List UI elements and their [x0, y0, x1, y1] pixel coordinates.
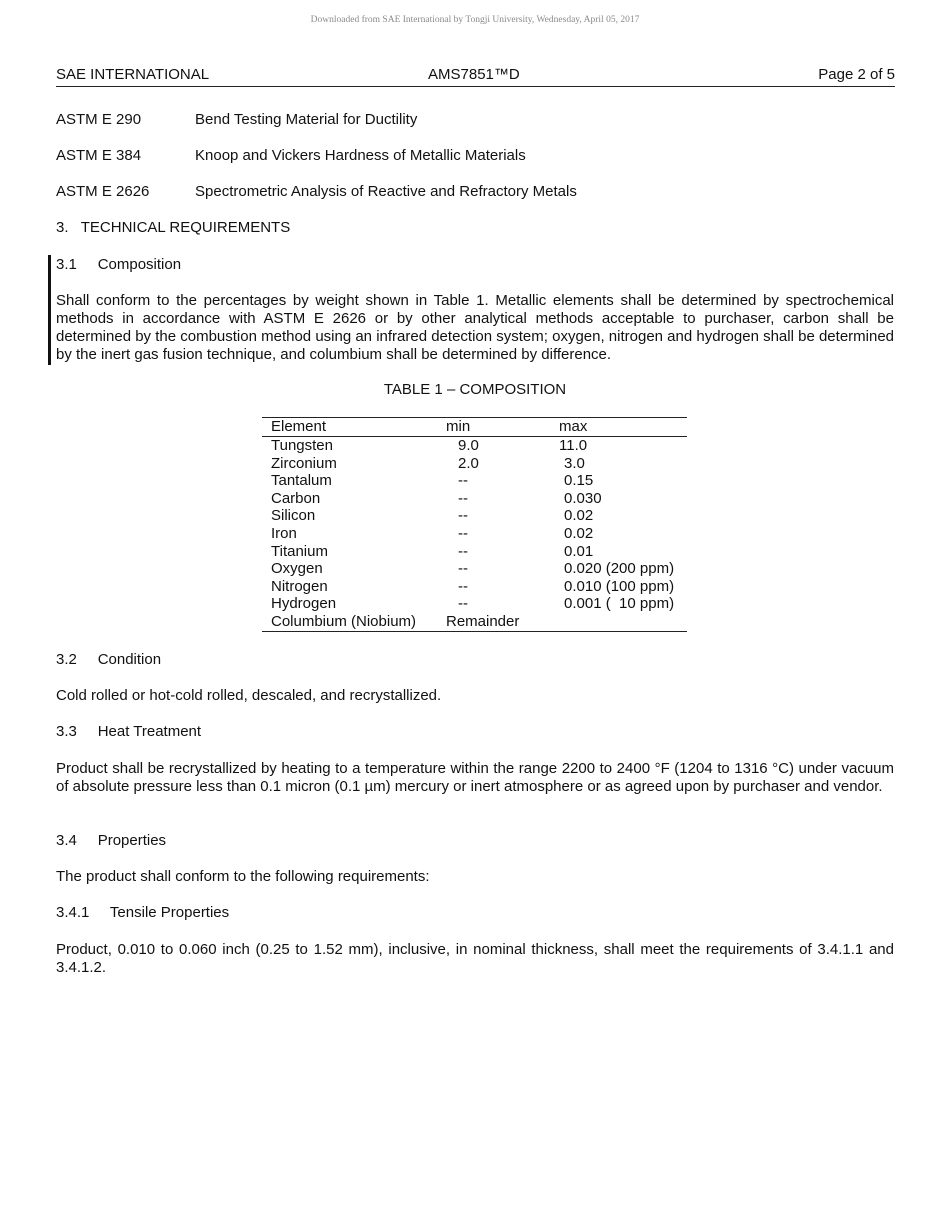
revision-change-bar [48, 255, 51, 365]
max-cell: 0.02 [564, 507, 594, 525]
min-cell: -- [458, 524, 468, 542]
header-page-number: Page 2 of 5 [818, 66, 895, 83]
section-3-4-heading: 3.4 Properties [56, 832, 167, 849]
table-row [262, 560, 687, 578]
section-3-heading: 3. TECHNICAL REQUIREMENTS [56, 219, 291, 236]
min-cell: -- [458, 507, 468, 525]
section-3-3-heading: 3.3 Heat Treatment [56, 723, 202, 740]
table-row [262, 613, 687, 631]
table-row [262, 455, 687, 473]
min-cell: -- [458, 577, 468, 595]
element-cell: Oxygen [271, 560, 323, 578]
table-row [262, 578, 687, 596]
section-3-2-heading: 3.2 Condition [56, 651, 162, 668]
element-cell: Titanium [271, 542, 328, 560]
table-row [262, 437, 687, 455]
table-row [262, 490, 687, 508]
min-cell: Remainder [446, 612, 520, 630]
composition-table [262, 417, 687, 632]
reference-title: Bend Testing Material for Ductility [195, 111, 418, 128]
reference-code: ASTM E 384 [56, 147, 142, 164]
min-cell: 9.0 [458, 437, 479, 454]
section-3-4-1-heading: 3.4.1 Tensile Properties [56, 904, 230, 921]
table-1-title: TABLE 1 – COMPOSITION [383, 381, 567, 398]
max-cell: 3.0 [564, 454, 585, 472]
section-3-1-heading: 3.1 Composition [56, 256, 182, 273]
header-org: SAE INTERNATIONAL [56, 66, 210, 83]
table-row [262, 525, 687, 543]
max-cell: 0.020 (200 ppm) [564, 560, 675, 578]
column-header-min: min [446, 418, 471, 435]
column-header-element: Element [271, 418, 327, 435]
element-cell: Zirconium [271, 454, 337, 472]
section-3-4-1-text: Product, 0.010 to 0.060 inch (0.25 to 1.52 mm), inclusive, in nominal thickness, shall meet the requirements of 3.4.1.1 and 3.4.1.2. [56, 941, 894, 976]
reference-title: Spectrometric Analysis of Reactive and Refractory Metals [195, 183, 577, 200]
section-3-1-text: Shall conform to the percentages by weight shown in Table 1. Metallic elements shall be determined by spectrochemical methods in accordance with ASTM E 2626 or by other analytical methods acceptable to purchaser, carbon shall be determined by the combustion method using an infrared detection system; oxygen, nitrogen and hydrogen shall be determined by the inert gas fusion technique, and columbium shall be determined by difference. [56, 292, 895, 363]
element-cell: Nitrogen [271, 577, 328, 595]
table-row [262, 543, 687, 561]
reference-code: ASTM E 290 [56, 111, 142, 128]
max-cell: 11.0 [559, 437, 588, 454]
section-3-3-text: Product shall be recrystallized by heating to a temperature within the range 2200 to 2400 °F (1204 to 1316 °C) under vacuum of absolute pressure less than 0.1 micron (0.1 µm) mercury or inert atmosphere or as agreed upon by purchaser and vendor. [56, 760, 894, 795]
min-cell: -- [458, 542, 468, 560]
table-row [262, 472, 687, 490]
min-cell: -- [458, 595, 468, 613]
element-cell: Tantalum [271, 472, 332, 490]
element-cell: Tungsten [271, 437, 333, 454]
reference-title: Knoop and Vickers Hardness of Metallic Materials [195, 147, 526, 164]
element-cell: Carbon [271, 489, 321, 507]
download-note: Downloaded from SAE International by Tongji University, Wednesday, April 05, 2017 [310, 15, 640, 25]
min-cell: -- [458, 560, 468, 578]
table-row [262, 595, 687, 613]
max-cell: 0.030 [564, 489, 602, 507]
max-cell: 0.02 [564, 524, 594, 542]
min-cell: -- [458, 489, 468, 507]
max-cell: 0.001 ( 10 ppm) [564, 595, 675, 613]
table-row [262, 507, 687, 525]
element-cell: Iron [271, 524, 297, 542]
table-header-row [262, 418, 687, 437]
min-cell: 2.0 [458, 454, 479, 472]
section-3-4-text: The product shall conform to the following requirements: [56, 868, 430, 885]
max-cell [559, 613, 687, 631]
max-cell: 0.01 [564, 542, 594, 560]
page-header [56, 66, 895, 87]
min-cell: -- [458, 472, 468, 490]
section-3-2-text: Cold rolled or hot-cold rolled, descaled, and recrystallized. [56, 687, 442, 704]
element-cell: Hydrogen [271, 595, 337, 613]
element-cell: Silicon [271, 507, 316, 525]
reference-code: ASTM E 2626 [56, 183, 150, 200]
header-doc-id: AMS7851™D [428, 66, 520, 83]
element-cell: Columbium (Niobium) [271, 612, 417, 630]
max-cell: 0.15 [564, 472, 594, 490]
column-header-max: max [559, 418, 588, 435]
max-cell: 0.010 (100 ppm) [564, 577, 675, 595]
